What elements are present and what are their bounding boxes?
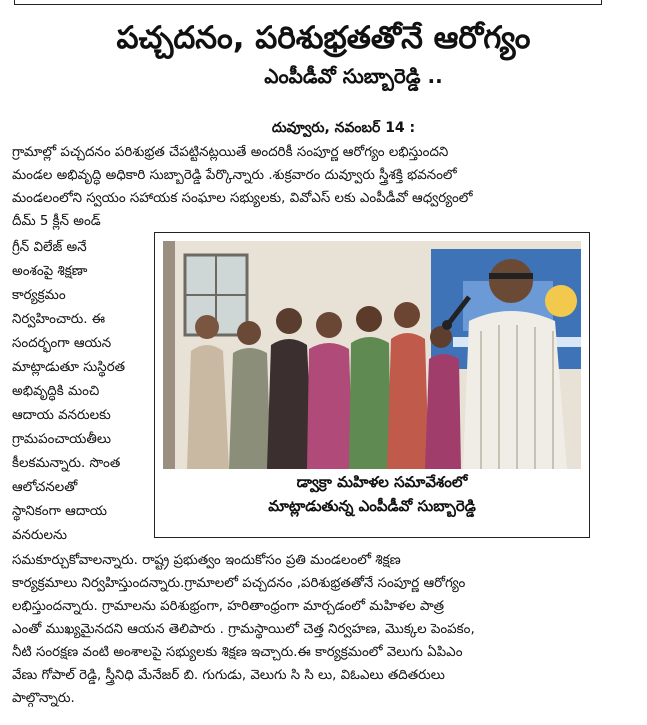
headline: పచ్చదనం, పరిశుభ్రతతోనే ఆరోగ్యం [116,20,531,56]
subheadline: ఎంపీడీవో సుబ్బారెడ్డి .. [264,64,443,88]
dateline: దువ్వూరు, నవంబర్ 14 : [271,120,416,136]
column-line: ఆలోచనలతో [12,480,78,495]
column-line: దీమ్ 5 క్లీన్ అండ్ [12,214,101,229]
column-line: వనరులను [12,528,68,543]
body-line: నీటి సంరక్షణ వంటి అంశాలపై సభ్యులకు శిక్షణ ఇచ్చారు.ఈ కార్యక్రమంలో వెలుగు ఏపిఎం [12,645,463,660]
body-line: లభిస్తుందన్నారు. గ్రామాలను పరిశుభ్రంగా, హరితాంధ్రంగా మార్చడంలో మహిళల పాత్ర [12,599,445,614]
body-line: మండల అభివృద్ధి అధికారి సుబ్బారెడ్డి పేర్కొన్నారు .శుక్రవారం దువ్వూరు స్త్రీశక్తి భవనంలో [12,168,457,183]
column-line: స్థానికంగా ఆదాయ [12,504,107,519]
column-line: నిర్వహించారు. ఈ [12,312,106,327]
photo-caption-line-1: డ్వాక్రా మహిళల సమావేశంలో [296,473,468,491]
column-line: అంశంపై శిక్షణా [12,264,88,279]
photo-caption-line-2: మాట్లాడుతున్న ఎంపీడీవో సుబ్బారెడ్డి [268,497,476,515]
photo-frame [154,232,590,538]
column-line: గ్రీన్ విలేజ్ అనే [12,240,87,255]
meeting-photo-illustration [163,241,581,469]
column-line: గ్రామపంచాయతీలు [12,432,111,447]
column-line: ఆదాయ వనరులకు [12,408,111,423]
meeting-photo [163,241,581,469]
body-line: పాల్గొన్నారు. [12,691,75,706]
body-line: గ్రామాల్లో పచ్చదనం పరిశుభ్రత చేపట్టినట్లయితే అందరికీ సంపూర్ణ ఆరోగ్యం లభిస్తుందని [12,145,449,160]
column-line: కార్యక్రమం [12,288,66,303]
body-line: మండలంలోని స్వయం సహాయక సంఘాల సభ్యులకు, వివోఎస్ లకు ఎంపీడీవో ఆధ్వర్యంలో [12,191,473,206]
top-border [14,0,602,5]
column-line: అభివృద్ధికి మంచి [12,384,100,399]
body-line: వేణు గోపాల్ రెడ్డి, స్త్రీనిధి మేనేజర్ బి. గుగుడు, వెలుగు సి సి లు, విఓఎలు తదితరులు [12,668,445,683]
body-line: ఎంతో ముఖ్యమైనదని ఆయన తెలిపారు . గ్రామస్థాయిలో చెత్త నిర్వహణ, మొక్కల పెంపకం, [12,622,475,637]
column-line: సందర్భంగా ఆయన [12,336,112,351]
column-line: మాట్లాడుతూ సుస్థిరత [12,360,126,375]
body-line: కార్యక్రమాలు నిర్వహిస్తుందన్నారు.గ్రామాలలో పచ్చదనం ,పరిశుభ్రతతోనే సంపూర్ణ ఆరోగ్యం [12,576,466,591]
body-line: సమకూర్చుకోవాలన్నారు. రాష్ట్ర ప్రభుత్వం ఇందుకోసం ప్రతి మండలంలో శిక్షణ [12,553,401,568]
column-line: కీలకమన్నారు. సొంత [12,456,121,471]
